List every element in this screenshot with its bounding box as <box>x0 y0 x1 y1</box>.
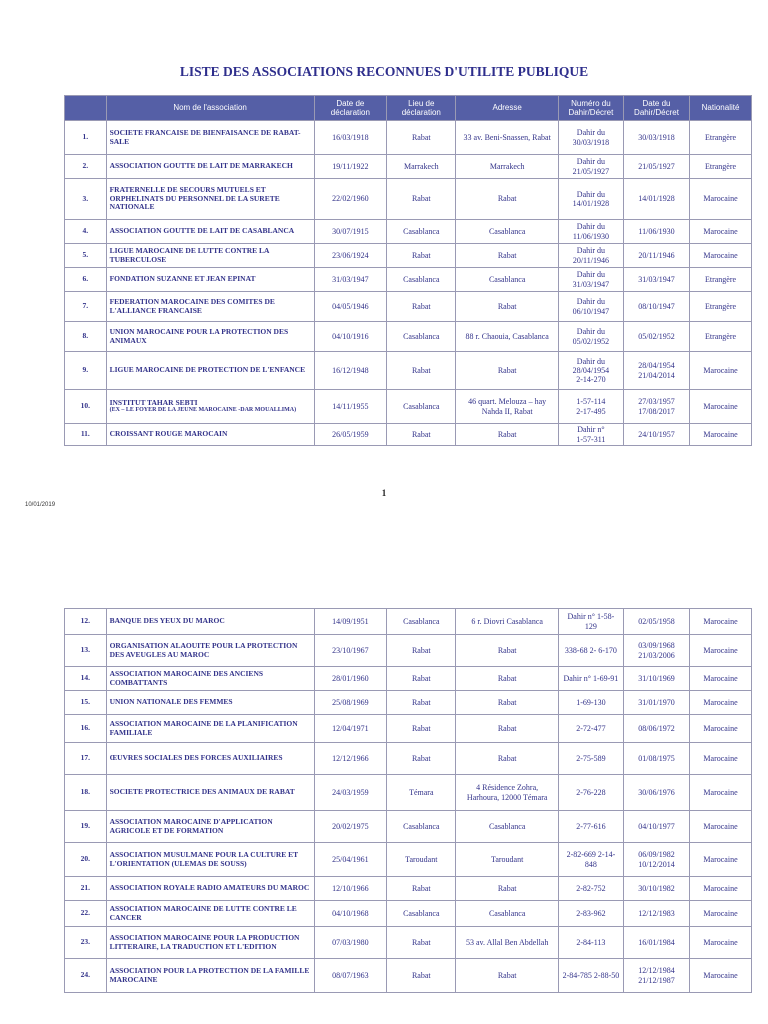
row-number: 9. <box>65 352 107 390</box>
dahir-date: 31/10/1969 <box>623 667 689 691</box>
dahir-number: 21/05/1927 <box>572 166 610 176</box>
dahir-number: 338-68 2- 6-170 <box>558 635 623 667</box>
dahir-number-cell <box>558 220 623 244</box>
page-title: LISTE DES ASSOCIATIONS RECONNUES D'UTILITE PUBLIQUE <box>179 64 589 79</box>
address: Rabat <box>456 424 558 446</box>
address: Rabat <box>456 691 558 715</box>
association-name-cell <box>106 390 314 424</box>
nationality: Marocaine <box>690 715 752 743</box>
address: 46 quart. Melouza – hay Nahda II, Rabat <box>456 390 558 424</box>
dahir-number: 2-84-113 <box>558 927 623 959</box>
address: Taroudant <box>456 843 558 877</box>
declaration-date: 20/02/1975 <box>314 811 387 843</box>
dahir-number: 2-76-228 <box>558 775 623 811</box>
table-row <box>65 775 752 811</box>
table-row <box>65 743 752 775</box>
table-row <box>65 268 752 292</box>
dahir-number: 1-69-130 <box>558 691 623 715</box>
table-header-row <box>65 96 752 121</box>
row-number: 7. <box>65 292 107 322</box>
dahir-number-cell <box>558 292 623 322</box>
declaration-place: Rabat <box>387 927 456 959</box>
dahir-date: 31/01/1970 <box>623 691 689 715</box>
dahir-date: 21/05/1927 <box>623 155 689 179</box>
nationality: Marocaine <box>690 691 752 715</box>
declaration-date: 04/10/1916 <box>314 322 387 352</box>
dahir-number-cell <box>558 244 623 268</box>
row-number: 21. <box>65 877 107 901</box>
association-name-cell <box>106 352 314 390</box>
address: Casablanca <box>456 811 558 843</box>
address: Marrakech <box>456 155 558 179</box>
header-dahir-number: Numéro du Dahir/Décret <box>558 96 623 121</box>
declaration-place: Casablanca <box>387 220 456 244</box>
row-number: 11. <box>65 424 107 446</box>
declaration-date: 25/08/1969 <box>314 691 387 715</box>
association-name: FRATERNELLE DE SECOURS MUTUELS ET ORPHELINATS DU PERSONNEL DE LA SURETE NATIONALE <box>109 185 280 212</box>
dahir-number: 06/10/1947 <box>572 306 610 316</box>
nationality: Marocaine <box>690 179 752 220</box>
table-row <box>65 877 752 901</box>
table-row <box>65 179 752 220</box>
dahir-label: Dahir du <box>576 327 606 337</box>
association-name-cell <box>106 244 314 268</box>
declaration-place: Rabat <box>387 877 456 901</box>
row-number: 20. <box>65 843 107 877</box>
association-name: FONDATION SUZANNE ET JEAN EPINAT <box>109 274 256 284</box>
declaration-place: Rabat <box>387 244 456 268</box>
dahir-number: 2-75-589 <box>558 743 623 775</box>
nationality: Marocaine <box>690 811 752 843</box>
dahir-number: 30/03/1918 <box>572 137 610 147</box>
nationality: Marocaine <box>690 927 752 959</box>
table-row <box>65 811 752 843</box>
dahir-label: Dahir du 28/04/1954 <box>572 356 610 375</box>
dahir-number-cell <box>558 121 623 155</box>
association-name: FEDERATION MAROCAINE DES COMITES DE L'ALLIANCE FRANCAISE <box>109 296 275 315</box>
nationality: Marocaine <box>690 843 752 877</box>
dahir-number: 2-82-669 2-14-848 <box>558 843 623 877</box>
dahir-number-cell <box>558 155 623 179</box>
table-row <box>65 352 752 390</box>
dahir-date: 24/10/1957 <box>623 424 689 446</box>
nationality: Marocaine <box>690 743 752 775</box>
dahir-number: Dahir n° 1-69-91 <box>558 667 623 691</box>
address: 53 av. Allal Ben Abdellah <box>456 927 558 959</box>
dahir-date: 06/09/1982 10/12/2014 <box>623 843 689 877</box>
association-name: ASSOCIATION GOUTTE DE LAIT DE MARRAKECH <box>109 161 293 171</box>
declaration-date: 14/09/1951 <box>314 609 387 635</box>
row-number: 3. <box>65 179 107 220</box>
dahir-number: 2-82-752 <box>558 877 623 901</box>
declaration-date: 16/12/1948 <box>314 352 387 390</box>
row-number: 24. <box>65 959 107 993</box>
table-row <box>65 901 752 927</box>
association-name-cell <box>106 155 314 179</box>
association-subtitle: (EX – LE FOYER DE LA JEUNE MAROCAINE -DAR MOUALLIMA) <box>109 407 297 414</box>
table-row <box>65 691 752 715</box>
declaration-place: Rabat <box>387 691 456 715</box>
declaration-date: 26/05/1959 <box>314 424 387 446</box>
association-name: UNION NATIONALE DES FEMMES <box>106 691 314 715</box>
table-row <box>65 244 752 268</box>
association-name: ASSOCIATION GOUTTE DE LAIT DE CASABLANCA <box>109 226 295 236</box>
dahir-number: 1-57-311 <box>576 434 606 444</box>
declaration-date: 16/03/1918 <box>314 121 387 155</box>
address: 4 Résidence Zohra, Harhoura, 12000 Témara <box>456 775 558 811</box>
association-name: ASSOCIATION MAROCAINE DE LA PLANIFICATION FAMILIALE <box>106 715 314 743</box>
dahir-label: Dahir du <box>576 222 606 232</box>
association-name: ASSOCIATION MAROCAINE DE LUTTE CONTRE LE CANCER <box>106 901 314 927</box>
declaration-date: 28/01/1960 <box>314 667 387 691</box>
address: 88 r. Chaouia, Casablanca <box>456 322 558 352</box>
declaration-date: 04/10/1968 <box>314 901 387 927</box>
dahir-date: 08/10/1947 <box>623 292 689 322</box>
address: Rabat <box>456 244 558 268</box>
dahir-date: 30/03/1918 <box>623 121 689 155</box>
association-name-cell <box>106 424 314 446</box>
dahir-date: 05/02/1952 <box>623 322 689 352</box>
declaration-place: Casablanca <box>387 268 456 292</box>
declaration-date: 12/04/1971 <box>314 715 387 743</box>
association-name: SOCIETE PROTECTRICE DES ANIMAUX DE RABAT <box>106 775 314 811</box>
header-name: Nom de l'association <box>106 96 314 121</box>
dahir-date: 11/06/1930 <box>623 220 689 244</box>
dahir-number: 05/02/1952 <box>572 336 610 346</box>
dahir-date: 12/12/1984 21/12/1987 <box>623 959 689 993</box>
row-number: 1. <box>65 121 107 155</box>
association-name: ASSOCIATION MAROCAINE DES ANCIENS COMBATTANTS <box>106 667 314 691</box>
association-name-cell <box>106 322 314 352</box>
nationality: Marocaine <box>690 390 752 424</box>
table-row <box>65 959 752 993</box>
declaration-date: 19/11/1922 <box>314 155 387 179</box>
nationality: Etrangère <box>690 155 752 179</box>
declaration-place: Casablanca <box>387 901 456 927</box>
declaration-place: Rabat <box>387 121 456 155</box>
declaration-date: 23/10/1967 <box>314 635 387 667</box>
address: Rabat <box>456 635 558 667</box>
dahir-date: 31/03/1947 <box>623 268 689 292</box>
address: 6 r. Diovri Casablanca <box>456 609 558 635</box>
declaration-place: Casablanca <box>387 390 456 424</box>
row-number: 6. <box>65 268 107 292</box>
declaration-place: Rabat <box>387 743 456 775</box>
association-name-cell <box>106 220 314 244</box>
dahir-number: 11/06/1930 <box>572 231 609 241</box>
table-row <box>65 292 752 322</box>
nationality: Marocaine <box>690 220 752 244</box>
dahir-number-cell <box>558 390 623 424</box>
declaration-place: Casablanca <box>387 322 456 352</box>
dahir-number: 2-14-270 <box>576 375 606 385</box>
dahir-label: Dahir du <box>576 270 606 280</box>
association-name: LIGUE MAROCAINE DE LUTTE CONTRE LA TUBERCULOSE <box>109 245 269 264</box>
header-address: Adresse <box>456 96 558 121</box>
page-number: 1 <box>381 488 387 498</box>
dahir-label: Dahir n° <box>577 425 605 435</box>
association-name: BANQUE DES YEUX DU MAROC <box>106 609 314 635</box>
nationality: Marocaine <box>690 424 752 446</box>
dahir-label: 1-57-114 <box>576 397 606 407</box>
address: Rabat <box>456 959 558 993</box>
row-number: 16. <box>65 715 107 743</box>
dahir-date: 03/09/1968 21/03/2006 <box>623 635 689 667</box>
dahir-label: Dahir du <box>576 157 606 167</box>
table-row <box>65 635 752 667</box>
dahir-number: 31/03/1947 <box>572 279 610 289</box>
address: Casablanca <box>456 901 558 927</box>
row-number: 19. <box>65 811 107 843</box>
nationality: Marocaine <box>690 244 752 268</box>
address: Rabat <box>456 179 558 220</box>
dahir-date: 04/10/1977 <box>623 811 689 843</box>
row-number: 8. <box>65 322 107 352</box>
dahir-label: Dahir du <box>576 189 606 199</box>
dahir-label: Dahir du <box>576 246 606 256</box>
dahir-date: 16/01/1984 <box>623 927 689 959</box>
address: Rabat <box>456 715 558 743</box>
row-number: 10. <box>65 390 107 424</box>
declaration-place: Témara <box>387 775 456 811</box>
nationality: Etrangère <box>690 268 752 292</box>
table-row <box>65 927 752 959</box>
table-row <box>65 121 752 155</box>
declaration-date: 14/11/1955 <box>314 390 387 424</box>
address: Rabat <box>456 292 558 322</box>
association-name: ASSOCIATION ROYALE RADIO AMATEURS DU MAROC <box>106 877 314 901</box>
address: Rabat <box>456 877 558 901</box>
dahir-number-cell <box>558 424 623 446</box>
declaration-date: 12/12/1966 <box>314 743 387 775</box>
association-name: ASSOCIATION MAROCAINE D'APPLICATION AGRICOLE ET DE FORMATION <box>106 811 314 843</box>
declaration-place: Rabat <box>387 959 456 993</box>
dahir-label: Dahir du <box>576 297 606 307</box>
association-name-cell <box>106 268 314 292</box>
header-declaration-place: Lieu de déclaration <box>387 96 456 121</box>
dahir-date: 28/04/1954 21/04/2014 <box>623 352 689 390</box>
declaration-place: Casablanca <box>387 609 456 635</box>
declaration-place: Rabat <box>387 715 456 743</box>
nationality: Marocaine <box>690 959 752 993</box>
declaration-place: Rabat <box>387 292 456 322</box>
table-row <box>65 609 752 635</box>
association-name: LIGUE MAROCAINE DE PROTECTION DE L'ENFANCE <box>109 365 306 375</box>
dahir-number: 14/01/1928 <box>572 199 610 208</box>
dahir-date: 01/08/1975 <box>623 743 689 775</box>
dahir-number-cell <box>558 352 623 390</box>
dahir-number: 2-17-495 <box>576 406 606 416</box>
association-name: ASSOCIATION MAROCAINE POUR LA PRODUCTION LITTERAIRE, LA TRADUCTION ET L'EDITION <box>106 927 314 959</box>
association-name: INSTITUT TAHAR SEBTI <box>109 397 198 407</box>
declaration-date: 25/04/1961 <box>314 843 387 877</box>
dahir-number-cell <box>558 268 623 292</box>
nationality: Marocaine <box>690 901 752 927</box>
row-number: 22. <box>65 901 107 927</box>
association-name: UNION MAROCAINE POUR LA PROTECTION DES ANIMAUX <box>109 326 289 345</box>
declaration-date: 04/05/1946 <box>314 292 387 322</box>
row-number: 15. <box>65 691 107 715</box>
dahir-date: 30/06/1976 <box>623 775 689 811</box>
row-number: 4. <box>65 220 107 244</box>
header-nationality: Nationalité <box>690 96 752 121</box>
nationality: Etrangère <box>690 121 752 155</box>
address: Casablanca <box>456 220 558 244</box>
header-number <box>65 96 107 121</box>
dahir-number: 20/11/1946 <box>572 255 609 265</box>
row-number: 5. <box>65 244 107 268</box>
dahir-number: 2-84-785 2-88-50 <box>558 959 623 993</box>
dahir-number: 2-77-616 <box>558 811 623 843</box>
row-number: 12. <box>65 609 107 635</box>
association-name: CROISSANT ROUGE MAROCAIN <box>109 429 228 439</box>
dahir-number: Dahir n° 1-58-129 <box>558 609 623 635</box>
dahir-date: 08/06/1972 <box>623 715 689 743</box>
nationality: Etrangère <box>690 292 752 322</box>
table-row <box>65 220 752 244</box>
dahir-date: 30/10/1982 <box>623 877 689 901</box>
nationality: Marocaine <box>690 877 752 901</box>
dahir-date: 20/11/1946 <box>623 244 689 268</box>
dahir-number-cell <box>558 179 623 220</box>
association-name: SOCIETE FRANCAISE DE BIENFAISANCE DE RABAT-SALE <box>109 127 301 146</box>
declaration-date: 23/06/1924 <box>314 244 387 268</box>
table-row <box>65 843 752 877</box>
nationality: Marocaine <box>690 667 752 691</box>
address: Rabat <box>456 352 558 390</box>
row-number: 2. <box>65 155 107 179</box>
declaration-date: 22/02/1960 <box>314 179 387 220</box>
address: Rabat <box>456 743 558 775</box>
dahir-label: Dahir du <box>576 128 606 138</box>
table-row <box>65 155 752 179</box>
dahir-date: 02/05/1958 <box>623 609 689 635</box>
association-name: ASSOCIATION MUSULMANE POUR LA CULTURE ET L'ORIENTATION (ULEMAS DE SOUSS) <box>106 843 314 877</box>
declaration-date: 31/03/1947 <box>314 268 387 292</box>
dahir-number: 2-72-477 <box>558 715 623 743</box>
declaration-date: 08/07/1963 <box>314 959 387 993</box>
declaration-place: Taroudant <box>387 843 456 877</box>
header-declaration-date: Date de déclaration <box>314 96 387 121</box>
declaration-date: 07/03/1980 <box>314 927 387 959</box>
nationality: Marocaine <box>690 775 752 811</box>
declaration-place: Casablanca <box>387 811 456 843</box>
associations-table-page-1 <box>64 95 752 446</box>
association-name-cell <box>106 121 314 155</box>
row-number: 14. <box>65 667 107 691</box>
print-date: 10/01/2019 <box>25 502 56 508</box>
nationality: Marocaine <box>690 609 752 635</box>
declaration-place: Rabat <box>387 667 456 691</box>
association-name: ŒUVRES SOCIALES DES FORCES AUXILIAIRES <box>106 743 314 775</box>
row-number: 18. <box>65 775 107 811</box>
association-name: ASSOCIATION POUR LA PROTECTION DE LA FAMILLE MAROCAINE <box>106 959 314 993</box>
association-name: ORGANISATION ALAOUITE POUR LA PROTECTION DES AVEUGLES AU MAROC <box>106 635 314 667</box>
declaration-date: 24/03/1959 <box>314 775 387 811</box>
row-number: 17. <box>65 743 107 775</box>
address: Rabat <box>456 667 558 691</box>
dahir-date: 27/03/1957 17/08/2017 <box>623 390 689 424</box>
header-dahir-date: Date du Dahir/Décret <box>623 96 689 121</box>
address: 33 av. Beni-Snassen, Rabat <box>456 121 558 155</box>
declaration-date: 12/10/1966 <box>314 877 387 901</box>
nationality: Marocaine <box>690 635 752 667</box>
dahir-date: 14/01/1928 <box>623 179 689 220</box>
association-name-cell <box>106 292 314 322</box>
dahir-number-cell <box>558 322 623 352</box>
nationality: Etrangère <box>690 322 752 352</box>
dahir-date: 12/12/1983 <box>623 901 689 927</box>
dahir-number: 2-83-962 <box>558 901 623 927</box>
declaration-place: Rabat <box>387 352 456 390</box>
address: Casablanca <box>456 268 558 292</box>
table-row <box>65 715 752 743</box>
associations-table-page-2 <box>64 608 752 993</box>
table-row <box>65 322 752 352</box>
nationality: Marocaine <box>690 352 752 390</box>
table-row <box>65 667 752 691</box>
declaration-place: Rabat <box>387 424 456 446</box>
table-row <box>65 390 752 424</box>
table-row <box>65 424 752 446</box>
declaration-date: 30/07/1915 <box>314 220 387 244</box>
association-name-cell <box>106 179 314 220</box>
declaration-place: Marrakech <box>387 155 456 179</box>
declaration-place: Rabat <box>387 635 456 667</box>
row-number: 13. <box>65 635 107 667</box>
row-number: 23. <box>65 927 107 959</box>
declaration-place: Rabat <box>387 179 456 220</box>
